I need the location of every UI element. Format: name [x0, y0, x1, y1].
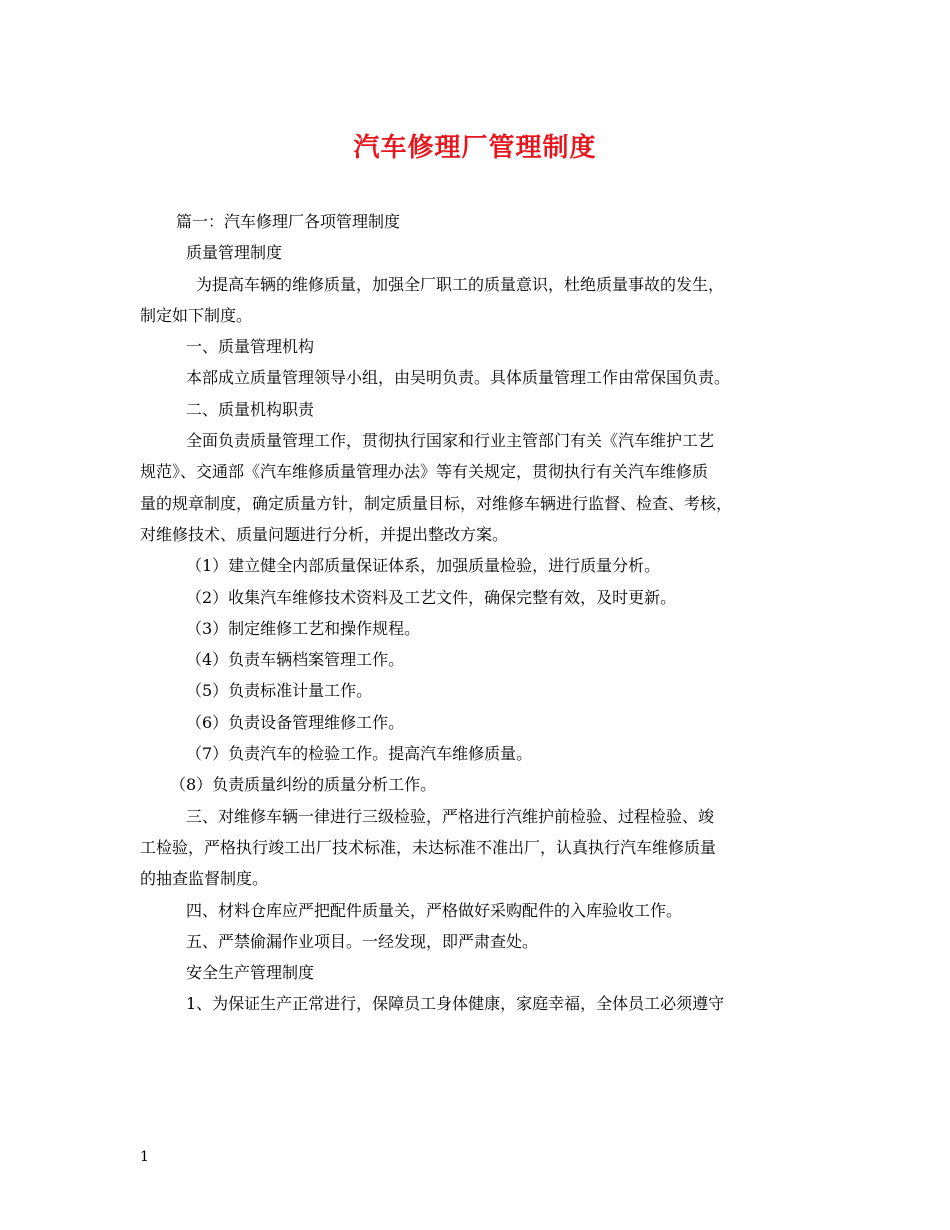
body-line: 三、对维修车辆一律进行三级检验，严格进行汽维护前检验、过程检验、竣: [186, 806, 715, 826]
document-title: 汽车修理厂管理制度: [353, 133, 597, 163]
body-line: 本部成立质量管理领导小组，由吴明负责。具体质量管理工作由常保国负责。: [186, 368, 731, 388]
body-line: （7）负责汽车的检验工作。提高汽车维修质量。: [186, 744, 533, 764]
body-line: （8）负责质量纠纷的质量分析工作。: [170, 775, 437, 795]
body-line: （1）建立健全内部质量保证体系，加强质量检验，进行质量分析。: [186, 556, 661, 576]
body-line: 工检验，严格执行竣工出厂技术标准，未达标准不准出厂，认真执行汽车维修质量: [140, 837, 717, 857]
body-line: 对维修技术、质量问题进行分析，并提出整改方案。: [140, 524, 509, 544]
body-line: 为提高车辆的维修质量，加强全厂职工的质量意识，杜绝质量事故的发生，: [196, 274, 725, 294]
body-line: 的抽查监督制度。: [140, 869, 269, 889]
body-line: 规范》、交通部《汽车维修质量管理办法》等有关规定，贯彻执行有关汽车维修质: [140, 462, 709, 482]
body-line: （6）负责设备管理维修工作。: [186, 712, 405, 732]
body-line: 制定如下制度。: [140, 305, 253, 325]
body-line: （2）收集汽车维修技术资料及工艺文件，确保完整有效，及时更新。: [186, 587, 677, 607]
document-body: [140, 206, 830, 1020]
body-line: 1、为保证生产正常进行，保障员工身体健康，家庭幸福，全体员工必须遵守: [186, 994, 725, 1014]
body-line: 二、质量机构职责: [186, 399, 315, 419]
body-line: （3）制定维修工艺和操作规程。: [186, 618, 421, 638]
body-line: （5）负责标准计量工作。: [186, 681, 373, 701]
body-line: 全面负责质量管理工作，贯彻执行国家和行业主管部门有关《汽车维护工艺: [186, 431, 715, 451]
body-line: 四、材料仓库应严把配件质量关，严格做好采购配件的入库验收工作。: [186, 900, 683, 920]
body-line: 篇一：汽车修理厂各项管理制度: [176, 212, 401, 231]
body-line: 一、质量管理机构: [186, 337, 315, 357]
body-line: （4）负责车辆档案管理工作。: [186, 650, 405, 670]
body-line: 质量管理制度: [186, 243, 283, 263]
body-line: 五、严禁偷漏作业项目。一经发现，即严肃查处。: [186, 931, 539, 951]
body-line: 量的规章制度，确定质量方针，制定质量目标，对维修车辆进行监督、检查、考核，: [140, 493, 733, 513]
body-line: 安全生产管理制度: [186, 963, 315, 983]
page-number: 1: [140, 1149, 149, 1165]
